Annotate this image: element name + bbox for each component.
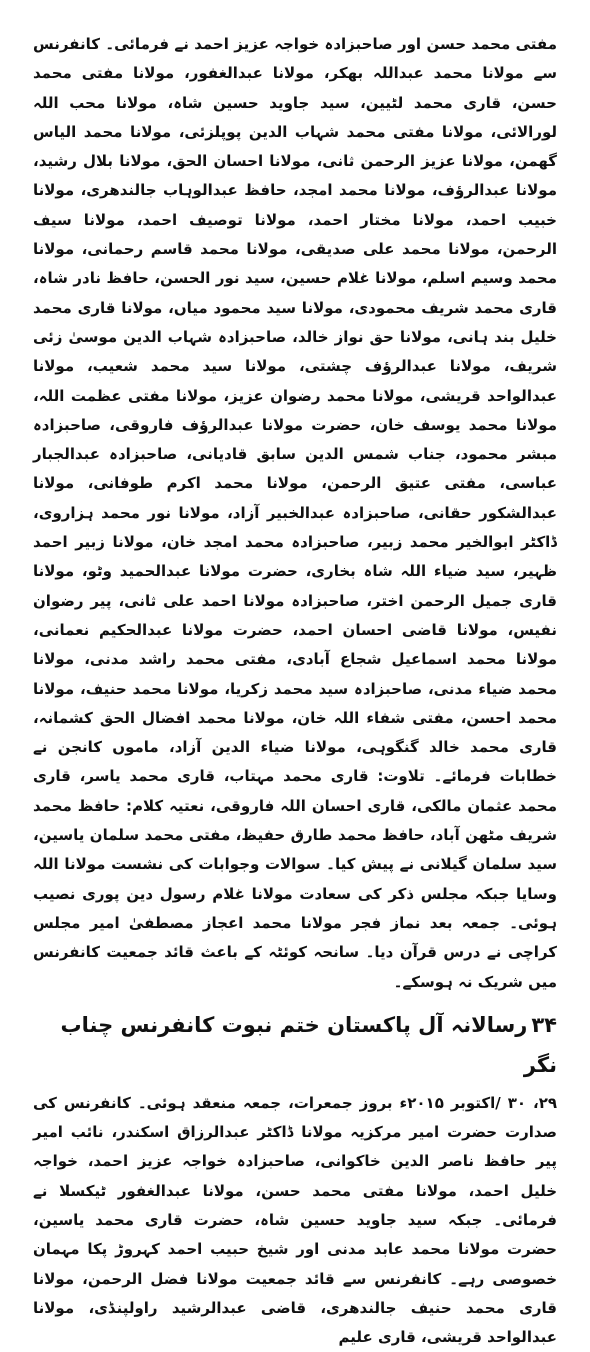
heading-title: رسالانہ آل پاکستان ختم نبوت کانفرنس چناب نگر xyxy=(60,1012,557,1077)
paragraph-conference-details: ۲۹، ۳۰ /اکتوبر ۲۰۱۵ء بروز جمعرات، جمعہ منعقد ہوئی۔ کانفرنس کی صدارت حضرت امیر مرکزیہ مولانا ڈاکٹر عبدالرزاق اسکندر، نائب امیر پیر حافظ ناصر الدین خاکوانی، صاحبزادہ خواجہ عزیز احمد، خواجہ خلیل احمد، مولانا مفتی محمد حسن، مولانا عبدالغفور ٹیکسلا نے فرمائی۔ جبکہ سید جاوید حسین شاہ، حضرت قاری محمد یاسین، حضرت مولانا محمد عابد مدنی اور شیخ حبیب احمد کہروڑ پکا مہمان خصوصی رہے۔ کانفرنس سے قائد جمعیت مولانا فضل الرحمن، مولانا قاری محمد حنیف جالندھری، قاضی عبدالرشید راولپنڈی، مولانا عبدالواحد قریشی، قاری علیم xyxy=(33,1093,558,1347)
heading-number: ۳۴ xyxy=(531,1012,557,1037)
paragraph-speakers-list: مفتی محمد حسن اور صاحبزادہ خواجہ عزیز احمد نے فرمائی۔ کانفرنس سے مولانا محمد عبداللہ بھکر، مولانا عبدالغفور، مولانا مفتی محمد حسن، قاری محمد لٹیین، سید جاوید حسین شاہ، مولانا محب اللہ لورالائی، مولانا مفتی محمد شہاب الدین پوپلزئی، مولانا محمد الیاس گھمن، مولانا عزیز الرحمن ثانی، مولانا احسان الحق، مولانا بلال رشید، مولانا عبدالرؤف، مولانا محمد امجد، حافظ عبدالوہاب جالندھری، مولانا خبیب احمد، مولانا مختار احمد، مولانا توصیف احمد، مولانا سیف الرحمن، مولانا محمد علی صدیقی، مولانا محمد قاسم رحمانی، مولانا محمد وسیم اسلم، مولانا غلام حسین، سید نور الحسن، حافظ نادر شاہ، قاری محمد شریف محمودی، مولانا سید محمود میاں، مولانا قاری محمد خلیل بند ہانی، مولانا حق نواز خالد، صاحبزادہ شہاب الدین موسیٰ زئی شریف، مولانا عبدالرؤف چشتی، مولانا سید محمد شعیب، مولانا عبدالواحد قریشی، مولانا محمد رضوان عزیز، مولانا مفتی عظمت اللہ، مولانا محمد یوسف خان، حضرت مولانا عبدالرؤف فاروقی، صاحبزادہ مبشر محمود، جناب شمس الدین سابق قادیانی، صاحبزادہ عبدالجبار عباسی، مفتی عتیق الرحمن، مولانا محمد اکرم طوفانی، مولانا عبدالشکور حقانی، صاحبزادہ عبدالخبیر آزاد، مولانا نور محمد ہزاروی، ڈاکٹر ابوالخیر محمد زبیر، صاحبزادہ محمد امجد خان، مولانا زبیر احمد ظہیر، سید ضیاء اللہ شاہ بخاری، حضرت مولانا عبدالحمید وٹو، مولانا قاری جمیل الرحمن اختر، صاحبزادہ مولانا احمد علی ثانی، پیر رضوان نفیس، مولانا قاضی احسان احمد، حضرت مولانا عبدالحکیم نعمانی، مولانا محمد اسماعیل شجاع آبادی، مفتی محمد راشد مدنی، مولانا محمد ضیاء مدنی، صاحبزادہ سید محمد زکریا، مولانا محمد حنیف، مولانا محمد احسن، مفتی شفاء اللہ خان، مولانا محمد افضال الحق کشمانہ، قاری محمد خالد گنگوہی، مولانا ضیاء الدین آزاد، ماموں کانجن نے خطابات فرمائے۔ تلاوت: قاری محمد مہتاب، قاری محمد یاسر، قاری محمد عثمان مالکی، قاری احسان اللہ فاروقی، نعتیہ کلام: حافظ محمد شریف مٹھن آباد، حافظ محمد طارق حفیظ، مفتی محمد سلمان یاسین، سید سلمان گیلانی نے پیش کیا۔ سوالات وجوابات کی نشست مولانا اللہ وسایا جبکہ مجلس ذکر کی سعادت مولانا غلام رسول دین پوری نصیب ہوئی۔ جمعہ بعد نماز فجر مولانا محمد اعجاز مصطفیٰ امیر مجلس کراچی نے درس قرآن دیا۔ سانحہ کوئٹہ کے باعث قائد جمعیت کانفرنس میں شریک نہ ہوسکے۔ xyxy=(33,35,557,991)
section-heading xyxy=(33,1005,557,1085)
